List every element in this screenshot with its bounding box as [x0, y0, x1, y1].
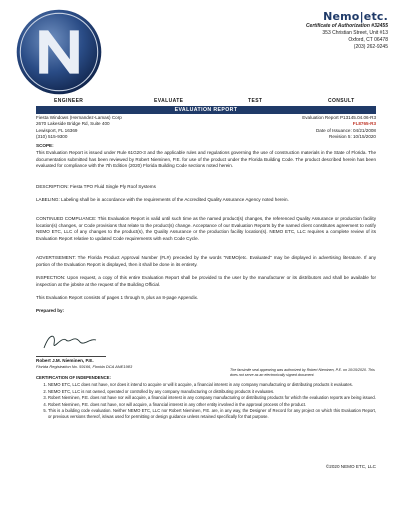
nav-evaluate: EVALUATE — [154, 98, 184, 104]
disclosure-item: 4. Robert Nieminen, P.E. does not have, nor will acquire, a financial interest in any other entity involved in the approval process of the product. — [48, 402, 376, 408]
nemo-logo-icon — [14, 7, 104, 97]
signer-credentials: Florida Registration No. 59166, Florida DCA ANE1983 — [36, 364, 133, 369]
company-phone: (203) 262-9245 — [353, 44, 388, 50]
client-block — [36, 115, 216, 141]
disclosure-item: 3. Robert Nieminen, P.E. does not have nor will acquire, a financial interest in any company manufacturing or distributing products for which the evaluation reports are being issued. — [48, 395, 376, 401]
fl-number: FL8765-R3 — [352, 121, 376, 127]
nav-consult: CONSULT — [328, 98, 355, 104]
issue-date: Date of Issuance: 04/21/2008 — [315, 127, 376, 133]
nav-engineer: ENGINEER — [54, 98, 84, 104]
advertisement-text: ADVERTISEMENT: The Florida Product Approval Number (FL#) preceded by the words "NEMO|etc. Evaluated" may be displayed in advertising literature. If any portion of the Evaluation Report is displayed, then it shall be done in its entirety. — [36, 255, 376, 267]
signer-name: Robert J.M. Nieminen, P.E. — [36, 358, 94, 363]
evaluation-report-number: Evaluation Report P13145.04.06-R3 — [302, 115, 376, 120]
description-line: DESCRIPTION: Fiesta TPO Fluid Single Ply Roof Systems — [36, 184, 156, 189]
continued-compliance-text: CONTINUED COMPLIANCE: This Evaluation Report is valid until such time as the named product(s) changes, the referenced Quality Assurance or production facility location(s) changes, or Code provisions that relate to the product(s) change. Acceptance of our Evaluation Reports by the named client constitutes agreement to notify NEMO ETC, LLC of any changes to the product(s), the Quality Assurance or the production facility location(s). NEMO ETC, LLC requires a complete review of its Evaluation Report relative to updated Code requirements with each Code Cycle. — [36, 216, 376, 241]
disclosure-heading: CERTIFICATION OF INDEPENDENCE: — [36, 375, 111, 380]
inspection-text: INSPECTION: Upon request, a copy of this entire Evaluation Report shall be provided to the user by the manufacturer or its distributors and shall be available for inspection at the jobsite at the request of the Building Official. — [36, 275, 376, 287]
pages-statement: This Evaluation Report consists of pages 1 through 9, plus an 8-page Appendix. — [36, 295, 199, 300]
disclosure-list — [36, 382, 376, 420]
disclosure-list-container — [36, 382, 376, 420]
seal-notice: The facsimile seal appearing was authorized by Robert Nieminen, P.E. on 10/15/2020. This does not serve as an electronically signed document. — [230, 368, 375, 377]
labeling-text: LABELING: Labeling shall be in accordance with the requirements of the Accredited Quality Assurance Agency noted herein. — [36, 197, 289, 202]
client-phone: (310) 515-9300 — [36, 134, 68, 140]
service-nav — [36, 98, 376, 106]
client-address1: 2670 Lakeside Bridge Rd, Suite 400 — [36, 121, 110, 127]
signature-line — [36, 356, 106, 357]
client-address2: Lewisport, FL 16369 — [36, 127, 78, 133]
report-title: EVALUATION REPORT — [36, 106, 376, 114]
report-meta-block — [216, 115, 376, 141]
signature-image — [40, 330, 100, 354]
disclosure-item: 5. This is a building code evaluation. Neither NEMO ETC, LLC nor Robert Nieminen, P.E. are, in any way, the Designer of Record for any project on which this Evaluation Report, or previous versions thereof, is/was used for permitting or design guidance unless retained specifically for that purpose. — [48, 408, 376, 420]
company-address-line1: 353 Christian Street, Unit #13 — [322, 30, 388, 36]
scope-text: This Evaluation Report is issued under Rule 61G20-3 and the applicable rules and regulations governing the use of construction materials in the State of Florida. The documentation submitted has been reviewed by Robert Nieminen, P.E. for use of the product under the Florida Building Code. The product described herein has been evaluated for compliance with the 7th Edition (2020) Florida Building Code sections noted herein. — [36, 150, 376, 168]
nav-test: TEST — [248, 98, 263, 104]
client-name: Fiesta Windows (Hernandez-Lamas) Corp — [36, 115, 122, 120]
company-name: Nemo|etc. — [323, 10, 388, 23]
company-accreditation: Certificate of Authorization #32455 — [305, 23, 388, 29]
revision-date: Revision 5: 10/15/2020 — [329, 134, 376, 140]
disclosure-item: 1. NEMO ETC, LLC does not have, nor does it intend to acquire or will it acquire, a financial interest in any company manufacturing or distributing products it evaluates. — [48, 382, 376, 388]
scope-heading: SCOPE: — [36, 143, 54, 148]
copyright-footer: ©2020 NEMO ETC, LLC — [325, 464, 376, 469]
disclosure-item: 2. NEMO ETC, LLC is not owned, operated or controlled by any company manufacturing or distributing products it evaluates. — [48, 389, 376, 395]
company-block — [238, 10, 388, 51]
company-address-line2: Oxford, CT 06478 — [348, 37, 388, 43]
prepared-by-label: Prepared by: — [36, 308, 65, 313]
